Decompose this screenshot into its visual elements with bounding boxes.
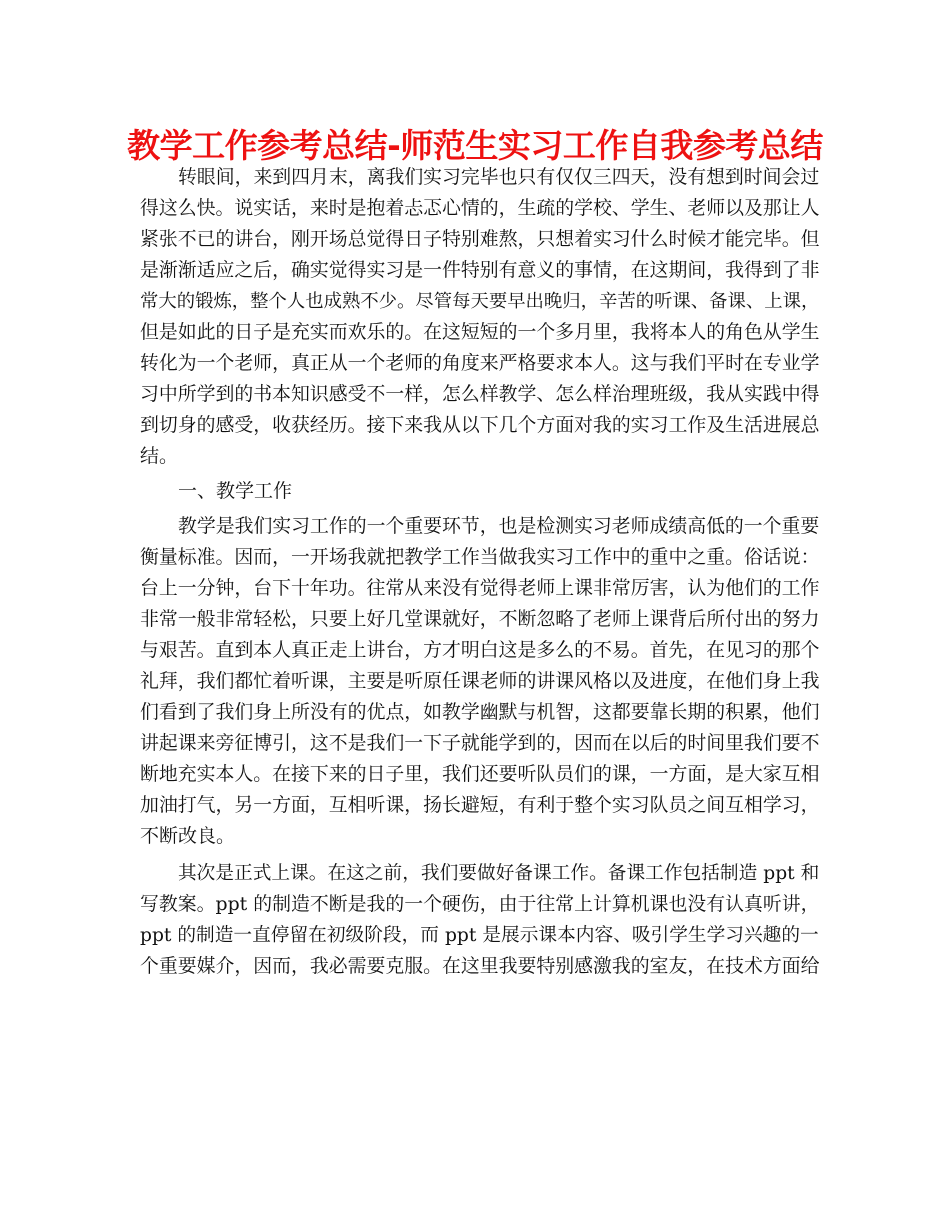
section-heading: 一、教学工作: [178, 480, 293, 502]
text-line: 讲起课来旁征博引，这不是我们一下子就能学到的，因而在以后的时间里我们要不: [140, 732, 820, 754]
text-line: 断地充实本人。在接下来的日子里，我们还要听队员们的课，一方面，是大家互相: [140, 763, 820, 785]
text-line: 教学是我们实习工作的一个重要环节，也是检测实习老师成绩高低的一个重要: [178, 515, 820, 537]
document-title: 教学工作参考总结-师范生实习工作自我参考总结: [127, 126, 823, 165]
text-line: 礼拜，我们都忙着听课，主要是听原任课老师的讲课风格以及进度，在他们身上我: [140, 670, 820, 692]
text-line: 到切身的感受，收获经历。接下来我从以下几个方面对我的实习工作及生活进展总: [140, 414, 820, 436]
text-line: 们看到了我们身上所没有的优点，如教学幽默与机智，这都要靠长期的积累，他们: [140, 701, 820, 723]
text-line: 但是如此的日子是充实而欢乐的。在这短短的一个多月里，我将本人的角色从学生: [140, 321, 820, 343]
text-line: 衡量标准。因而，一开场我就把教学工作当做我实习工作中的重中之重。俗话说：: [140, 546, 820, 568]
text-line: 加油打气，另一方面，互相听课，扬长避短，有利于整个实习队员之间互相学习，: [140, 794, 820, 816]
section-heading-teaching: [140, 476, 820, 507]
text-line: 转化为一个老师，真正从一个老师的角度来严格要求本人。这与我们平时在专业学: [140, 352, 820, 374]
text-line: 其次是正式上课。在这之前，我们要做好备课工作。备课工作包括制造 ppt 和: [178, 863, 820, 884]
text-line: 得这么快。说实话，来时是抱着忐忑心情的，生疏的学校、学生、老师以及那让人: [140, 197, 820, 219]
text-line: 个重要媒介，因而，我必需要克服。在这里我要特别感激我的室友，在技术方面给: [140, 955, 820, 977]
text-line: 结。: [140, 445, 179, 467]
paragraph-teaching: [140, 511, 820, 852]
text-line: 非常一般非常轻松，只要上好几堂课就好，不断忽略了老师上课背后所付出的努力: [140, 608, 820, 630]
text-line: 转眼间，来到四月末，离我们实习完毕也只有仅仅三四天，没有想到时间会过: [178, 166, 820, 188]
text-line: 常大的锻炼，整个人也成熟不少。尽管每天要早出晚归，辛苦的听课、备课、上课，: [140, 291, 820, 312]
paragraph-lesson-prep: [140, 858, 820, 982]
text-line: 不断改良。: [140, 825, 236, 847]
paragraph-intro: [140, 162, 820, 472]
text-line: 台上一分钟，台下十年功。往常从来没有觉得老师上课非常厉害，认为他们的工作: [140, 577, 820, 599]
text-line: 习中所学到的书本知识感受不一样，怎么样教学、怎么样治理班级，我从实践中得: [140, 383, 820, 405]
text-line: 紧张不已的讲台，刚开场总觉得日子特别难熬，只想着实习什么时候才能完毕。但: [140, 228, 820, 250]
document-body: [140, 162, 820, 982]
text-line: ppt 的制造一直停留在初级阶段，而 ppt 是展示课本内容、吸引学生学习兴趣的一: [140, 925, 819, 946]
text-line: 写教案。ppt 的制造不断是我的一个硬伤，由于往常上计算机课也没有认真听讲，: [140, 893, 820, 915]
text-line: 与艰苦。直到本人真正走上讲台，方才明白这是多么的不易。首先，在见习的那个: [140, 639, 820, 661]
text-line: 是渐渐适应之后，确实觉得实习是一件特别有意义的事情，在这期间，我得到了非: [140, 259, 820, 281]
